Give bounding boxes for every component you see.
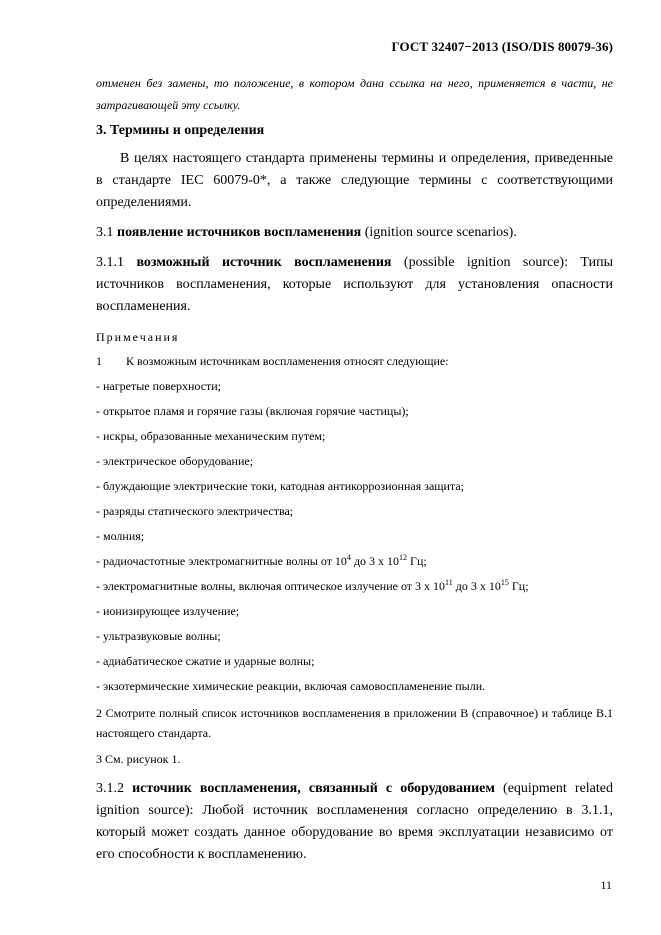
page-number: 11 [600, 878, 612, 892]
list-item: - нагретые поверхности; [96, 379, 222, 393]
em-text-a: - электромагнитные волны, включая оптическое излучение от 3 x 10 [96, 579, 446, 593]
term-title: появление источников воспламенения [117, 225, 362, 240]
radio-text-c: Гц; [407, 554, 427, 568]
page-content [96, 72, 613, 866]
em-exp-1: 11 [445, 578, 453, 587]
em-exp-2: 15 [500, 578, 509, 587]
ignition-source-list [96, 374, 613, 699]
em-text-b: до 3 x 10 [452, 579, 501, 593]
note-1 [96, 349, 613, 374]
term-3-1-1 [96, 252, 613, 318]
term-description: (possible ignition source): Типы источников воспламенения, которые используют для установления опасности воспламенения. [96, 255, 614, 314]
list-item: - молния; [96, 529, 145, 543]
radio-exp-2: 12 [399, 553, 408, 562]
term-title: источник воспламенения, связанный с оборудованием [132, 781, 495, 796]
note-number: 1 [96, 354, 102, 368]
em-text-c: Гц; [508, 579, 529, 593]
page-header: ГОСТ 32407−2013 (ISO/DIS 80079-36) [391, 39, 613, 54]
list-item: - открытое пламя и горячие газы (включая горячие частицы); [96, 404, 409, 418]
radio-text-a: - радиочастотные электромагнитные волны от 10 [96, 554, 347, 568]
list-item: - экзотермические химические реакции, включая самовоспламенение пыли. [96, 679, 486, 693]
list-item: - искры, образованные механическим путем; [96, 429, 326, 443]
list-item: - электрическое оборудование; [96, 454, 254, 468]
list-item: - адиабатическое сжатие и ударные волны; [96, 654, 315, 668]
list-item: - ультразвуковые волны; [96, 629, 221, 643]
intro-paragraph: отменен без замены, то положение, в котором дана ссылка на него, применяется в части, не затрагивающей эту ссылку. [96, 76, 613, 112]
term-3-1-2 [96, 778, 613, 866]
term-title: возможный источник воспламенения [136, 255, 392, 270]
term-number: 3.1.1 [96, 255, 124, 270]
section-heading: 3. Термины и определения [96, 123, 265, 138]
note-text: К возможным источникам воспламенения относят следующие: [126, 354, 449, 368]
radio-text-b: до 3 x 10 [350, 554, 400, 568]
list-item-em-waves [96, 574, 613, 599]
term-number: 3.1.2 [96, 781, 124, 796]
notes-title: Примечания [96, 330, 180, 344]
note-3: 3 См. рисунок 1. [96, 752, 181, 766]
term-number: 3.1 [96, 225, 114, 240]
list-item-radio-waves [96, 549, 613, 574]
term-description: (ignition source scenarios). [361, 225, 517, 240]
term-description: (equipment related ignition source): Любой источник воспламенения согласно определению в 3.1.1, который может создать данное оборудование во время эксплуатации независимо от его способности к воспламенению. [96, 781, 613, 862]
radio-exp-1: 4 [346, 553, 351, 562]
list-item: - ионизирующее излучение; [96, 604, 240, 618]
term-3-1 [96, 222, 613, 244]
intro-definition-paragraph: В целях настоящего стандарта применены термины и определения, приведенные в стандарте IEC 60079-0*, а также следующие термины с соответствующими определениями. [96, 151, 613, 210]
list-item: - разряды статического электричества; [96, 504, 294, 518]
list-item: - блуждающие электрические токи, катодная антикоррозионная защита; [96, 479, 464, 493]
note-2: 2 Смотрите полный список источников воспламенения в приложении В (справочное) и таблице В.1 настоящего стандарта. [96, 706, 613, 740]
